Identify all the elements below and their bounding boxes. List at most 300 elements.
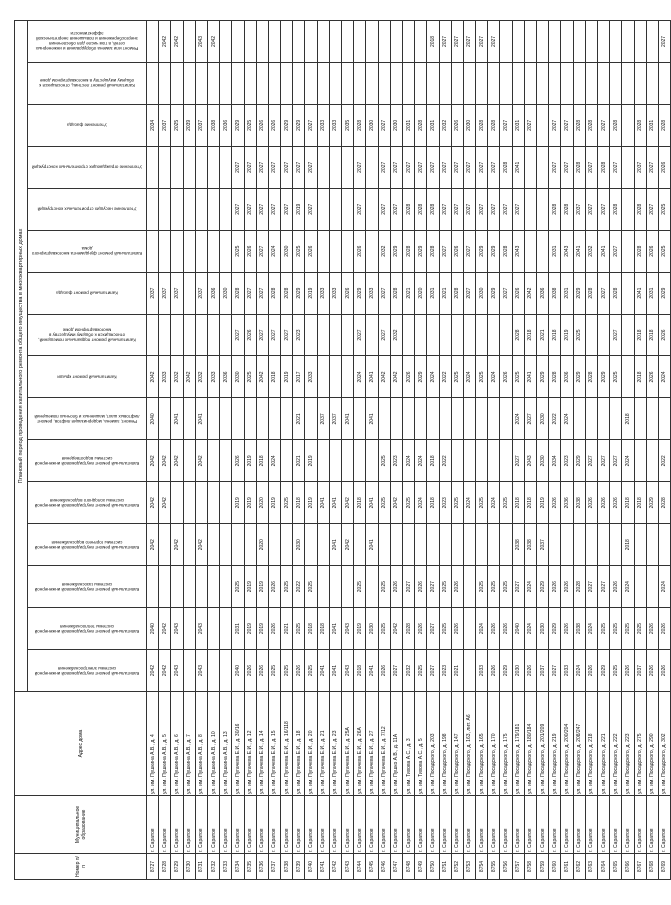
year-cell xyxy=(622,21,634,63)
year-cell: 2032 xyxy=(390,314,402,356)
year-cell xyxy=(220,650,232,692)
year-cell: 2029 xyxy=(476,230,488,272)
year-cell xyxy=(500,524,512,566)
municipality-cell: г. Саратов xyxy=(317,796,329,854)
year-cell xyxy=(147,230,159,272)
year-cell xyxy=(439,524,451,566)
year-cell: 2027 xyxy=(281,314,293,356)
row-number-cell: 8727 xyxy=(147,854,159,880)
year-cell xyxy=(634,62,646,104)
row-number-cell: 8745 xyxy=(366,854,378,880)
municipality-cell: г. Саратов xyxy=(256,796,268,854)
year-cell: 2042 xyxy=(342,524,354,566)
year-cell: 2042 xyxy=(207,21,219,63)
year-cell: 2027 xyxy=(561,146,573,188)
year-cell: 2018 xyxy=(622,524,634,566)
year-cell: 2037 xyxy=(537,524,549,566)
year-cell xyxy=(427,524,439,566)
row-number-cell: 8761 xyxy=(561,854,573,880)
row-number-cell: 8755 xyxy=(488,854,500,880)
year-cell: 2029 xyxy=(415,356,427,398)
year-cell: 2031 xyxy=(427,104,439,146)
table-row xyxy=(573,21,585,880)
year-cell: 2018 xyxy=(427,482,439,524)
year-cell: 2026 xyxy=(646,650,658,692)
year-cell xyxy=(207,524,219,566)
table-row xyxy=(159,21,171,880)
year-cell xyxy=(402,21,414,63)
year-cell: 2027 xyxy=(500,188,512,230)
year-cell: 2038 xyxy=(573,608,585,650)
work-type-header xyxy=(28,398,147,440)
year-cell: 2028 xyxy=(634,188,646,230)
year-cell: 2028 xyxy=(427,230,439,272)
municipality-cell: г. Саратов xyxy=(610,796,622,854)
year-cell xyxy=(305,62,317,104)
year-cell: 2027 xyxy=(476,188,488,230)
year-cell xyxy=(585,524,597,566)
year-cell: 2019 xyxy=(305,482,317,524)
table-row xyxy=(512,21,524,880)
year-cell xyxy=(585,21,597,63)
year-cell xyxy=(147,314,159,356)
year-cell xyxy=(646,62,658,104)
col-num-header xyxy=(15,854,147,880)
year-cell: 2025 xyxy=(171,104,183,146)
year-cell xyxy=(610,62,622,104)
year-cell xyxy=(597,524,609,566)
address-cell: ул. им. Пугачева Е.И., д. 18 xyxy=(293,692,305,796)
year-cell xyxy=(463,524,475,566)
year-cell: 2018 xyxy=(512,482,524,524)
year-cell xyxy=(537,146,549,188)
municipality-cell: г. Саратов xyxy=(488,796,500,854)
year-cell xyxy=(342,440,354,482)
year-cell: 2037 xyxy=(159,104,171,146)
year-cell xyxy=(342,146,354,188)
municipality-cell: г. Саратов xyxy=(451,796,463,854)
row-number-cell: 8756 xyxy=(500,854,512,880)
year-cell xyxy=(354,21,366,63)
year-cell xyxy=(159,146,171,188)
year-cell: 2027 xyxy=(256,314,268,356)
year-cell: 2042 xyxy=(147,482,159,524)
municipality-cell: г. Саратов xyxy=(268,796,280,854)
year-cell: 2025 xyxy=(281,650,293,692)
year-cell: 2042 xyxy=(171,21,183,63)
year-cell: 2026 xyxy=(488,608,500,650)
year-cell xyxy=(402,524,414,566)
year-cell xyxy=(366,21,378,63)
year-cell: 2018 xyxy=(622,482,634,524)
year-cell xyxy=(658,62,670,104)
address-cell: ул. им. Посадского, д. 201/209 xyxy=(537,692,549,796)
year-cell: 2042 xyxy=(171,524,183,566)
table-row xyxy=(171,21,183,880)
year-cell: 2025 xyxy=(634,608,646,650)
year-cell: 2026 xyxy=(561,566,573,608)
year-cell xyxy=(281,21,293,63)
row-number-cell: 8758 xyxy=(524,854,536,880)
year-cell xyxy=(610,21,622,63)
address-cell: ул. им. Посадского, д. 275 xyxy=(634,692,646,796)
year-cell xyxy=(281,440,293,482)
year-cell: 2027 xyxy=(549,650,561,692)
work-type-header xyxy=(28,230,147,272)
year-cell: 2041 xyxy=(597,230,609,272)
year-cell: 2028 xyxy=(634,230,646,272)
address-cell: ул. им. Пугачева Е.И., д. 21 xyxy=(317,692,329,796)
year-cell: 2030 xyxy=(463,104,475,146)
year-cell: 2037 xyxy=(195,104,207,146)
year-cell: 2019 xyxy=(244,566,256,608)
year-cell xyxy=(244,524,256,566)
municipality-cell: г. Саратов xyxy=(476,796,488,854)
year-cell: 2025 xyxy=(597,608,609,650)
year-cell: 2029 xyxy=(597,356,609,398)
table-row xyxy=(646,21,658,880)
year-cell: 2027 xyxy=(610,440,622,482)
year-cell: 2034 xyxy=(147,104,159,146)
work-type-header xyxy=(28,62,147,104)
address-cell: ул. им. Пугачева Е.И., д. 23 xyxy=(329,692,341,796)
work-type-label: Капитальный ремонт внутридомовой инженерной системы электроснабжения xyxy=(34,665,140,676)
table-row xyxy=(451,21,463,880)
year-cell: 2027 xyxy=(402,146,414,188)
year-cell: 2020 xyxy=(415,272,427,314)
address-cell: ул. им. Пугачева Е.И., д. 27 xyxy=(366,692,378,796)
year-cell xyxy=(329,146,341,188)
address-cell: ул. им. Пугачева Е.И., д. 16/118 xyxy=(281,692,293,796)
address-cell: ул. им. Посадского, д. 203 xyxy=(427,692,439,796)
year-cell: 2026 xyxy=(451,566,463,608)
year-cell: 2030 xyxy=(366,104,378,146)
year-cell: 2027 xyxy=(610,146,622,188)
year-cell: 2026 xyxy=(524,650,536,692)
year-cell: 2042 xyxy=(159,440,171,482)
table-row xyxy=(268,21,280,880)
year-cell xyxy=(220,146,232,188)
year-cell: 2033 xyxy=(329,272,341,314)
row-number-cell: 8743 xyxy=(342,854,354,880)
year-cell: 2026 xyxy=(622,650,634,692)
table-row xyxy=(415,21,427,880)
year-cell xyxy=(159,62,171,104)
address-cell: ул. им. Посадского, д. 147 xyxy=(451,692,463,796)
year-cell: 2026 xyxy=(500,608,512,650)
year-cell: 2043 xyxy=(195,650,207,692)
year-cell xyxy=(305,398,317,440)
year-cell: 2036 xyxy=(220,356,232,398)
year-cell xyxy=(207,314,219,356)
year-cell xyxy=(415,314,427,356)
year-cell xyxy=(305,524,317,566)
address-cell: ул. им. Посадского, д. 165 xyxy=(476,692,488,796)
year-cell xyxy=(500,62,512,104)
row-number-cell: 8740 xyxy=(305,854,317,880)
municipality-cell: г. Саратов xyxy=(390,796,402,854)
year-cell: 2027 xyxy=(427,146,439,188)
year-cell xyxy=(622,356,634,398)
year-cell xyxy=(232,21,244,63)
work-type-label: Капитальный ремонт внутридомовой инженерной системы водоотведения xyxy=(34,455,140,466)
year-cell: 2033 xyxy=(207,356,219,398)
municipality-cell: г. Саратов xyxy=(415,796,427,854)
year-cell: 2030 xyxy=(537,398,549,440)
year-cell xyxy=(524,62,536,104)
address-cell: ул. им. Посадского, д. 290 xyxy=(646,692,658,796)
year-cell xyxy=(220,62,232,104)
year-cell xyxy=(220,398,232,440)
year-cell: 2026 xyxy=(658,608,670,650)
year-cell xyxy=(268,398,280,440)
year-cell: 2027 xyxy=(549,104,561,146)
year-cell: 2027 xyxy=(439,230,451,272)
year-cell xyxy=(195,146,207,188)
year-cell: 2041 xyxy=(366,524,378,566)
year-cell xyxy=(147,566,159,608)
year-cell xyxy=(415,21,427,63)
municipality-cell: г. Саратов xyxy=(159,796,171,854)
year-cell: 2024 xyxy=(268,230,280,272)
year-cell: 2027 xyxy=(463,230,475,272)
row-number-cell: 8759 xyxy=(537,854,549,880)
year-cell xyxy=(183,398,195,440)
year-cell: 2041 xyxy=(317,482,329,524)
table-row xyxy=(317,21,329,880)
year-cell: 2025 xyxy=(439,566,451,608)
year-cell xyxy=(476,524,488,566)
year-cell: 2024 xyxy=(415,440,427,482)
year-cell xyxy=(390,21,402,63)
year-cell xyxy=(207,146,219,188)
year-cell: 2039 xyxy=(183,104,195,146)
year-cell xyxy=(354,524,366,566)
year-cell xyxy=(573,398,585,440)
year-cell xyxy=(366,146,378,188)
year-cell: 2025 xyxy=(354,566,366,608)
municipality-cell: г. Саратов xyxy=(329,796,341,854)
year-cell: 2027 xyxy=(268,314,280,356)
year-cell: 2033 xyxy=(159,356,171,398)
year-cell xyxy=(463,440,475,482)
year-cell: 2030 xyxy=(537,608,549,650)
work-type-header xyxy=(28,650,147,692)
year-cell xyxy=(366,440,378,482)
year-cell: 2029 xyxy=(293,272,305,314)
year-cell: 2026 xyxy=(658,650,670,692)
year-cell: 2027 xyxy=(390,650,402,692)
table-row xyxy=(585,21,597,880)
year-cell: 2042 xyxy=(147,524,159,566)
year-cell: 2025 xyxy=(244,104,256,146)
municipality-cell: г. Саратов xyxy=(244,796,256,854)
year-cell xyxy=(585,314,597,356)
year-cell: 2024 xyxy=(512,398,524,440)
year-cell: 2036 xyxy=(207,272,219,314)
year-cell: 2042 xyxy=(256,356,268,398)
row-number-cell: 8742 xyxy=(329,854,341,880)
year-cell: 2028 xyxy=(354,104,366,146)
table-row xyxy=(244,21,256,880)
year-cell xyxy=(622,188,634,230)
year-cell xyxy=(183,62,195,104)
municipality-cell: г. Саратов xyxy=(524,796,536,854)
municipality-cell: г. Саратов xyxy=(402,796,414,854)
row-number-cell: 8767 xyxy=(634,854,646,880)
address-cell: ул. им. Пушкина А.В., д. 13 xyxy=(220,692,232,796)
year-cell: 2027 xyxy=(244,188,256,230)
year-cell: 2041 xyxy=(329,608,341,650)
year-cell: 2019 xyxy=(244,608,256,650)
work-type-header xyxy=(28,272,147,314)
year-cell: 2042 xyxy=(159,608,171,650)
address-cell: ул. им. Пугачева Е.И., д. 7/12 xyxy=(378,692,390,796)
row-number-cell: 8738 xyxy=(281,854,293,880)
year-cell: 2027 xyxy=(561,104,573,146)
year-cell xyxy=(305,21,317,63)
year-cell xyxy=(183,524,195,566)
row-number-cell: 8728 xyxy=(159,854,171,880)
row-number-cell: 8769 xyxy=(658,854,670,880)
year-cell xyxy=(597,21,609,63)
year-cell: 2025 xyxy=(658,188,670,230)
year-cell xyxy=(195,62,207,104)
year-cell: 2024 xyxy=(268,440,280,482)
year-cell xyxy=(232,62,244,104)
year-cell xyxy=(256,398,268,440)
year-cell: 2043 xyxy=(342,608,354,650)
year-cell: 2024 xyxy=(524,608,536,650)
year-cell xyxy=(451,524,463,566)
row-number-cell: 8753 xyxy=(463,854,475,880)
year-cell xyxy=(317,566,329,608)
year-cell xyxy=(342,314,354,356)
year-cell: 2018 xyxy=(256,440,268,482)
address-cell: ул. им. Посадского, д. 222 xyxy=(610,692,622,796)
year-cell: 2020 xyxy=(256,524,268,566)
work-type-label: Капитальный ремонт внутридомовой инженерной системы холодного водоснабжения xyxy=(34,497,140,508)
year-cell: 2027 xyxy=(232,146,244,188)
year-cell: 2028 xyxy=(512,314,524,356)
year-cell xyxy=(207,62,219,104)
year-cell xyxy=(207,398,219,440)
year-cell: 2041 xyxy=(171,398,183,440)
year-cell: 2021 xyxy=(402,272,414,314)
year-cell xyxy=(317,440,329,482)
year-cell: 2042 xyxy=(159,21,171,63)
year-cell: 2029 xyxy=(537,356,549,398)
year-cell: 2027 xyxy=(378,146,390,188)
year-cell xyxy=(488,524,500,566)
year-cell: 2026 xyxy=(451,230,463,272)
year-cell: 2025 xyxy=(232,230,244,272)
year-cell xyxy=(159,524,171,566)
year-cell: 2027 xyxy=(244,272,256,314)
year-cell: 2027 xyxy=(244,146,256,188)
year-cell: 2026 xyxy=(658,314,670,356)
year-cell: 2019 xyxy=(232,482,244,524)
year-cell xyxy=(317,314,329,356)
year-cell: 2017 xyxy=(293,356,305,398)
year-cell: 2043 xyxy=(171,608,183,650)
year-cell: 2030 xyxy=(281,230,293,272)
year-cell: 2027 xyxy=(268,146,280,188)
year-cell: 2027 xyxy=(597,272,609,314)
year-cell: 2031 xyxy=(232,608,244,650)
year-cell xyxy=(195,188,207,230)
year-cell xyxy=(317,188,329,230)
year-cell: 2029 xyxy=(573,356,585,398)
year-cell xyxy=(646,566,658,608)
year-cell: 2027 xyxy=(439,188,451,230)
repair-schedule-table xyxy=(14,20,671,880)
year-cell xyxy=(463,62,475,104)
year-cell: 2027 xyxy=(585,440,597,482)
year-cell xyxy=(171,146,183,188)
year-cell xyxy=(463,566,475,608)
year-cell: 2042 xyxy=(147,356,159,398)
row-number-cell: 8730 xyxy=(183,854,195,880)
address-cell: ул. им. Пугачева Е.И., д. 20 xyxy=(305,692,317,796)
year-cell: 2033 xyxy=(317,104,329,146)
year-cell: 2026 xyxy=(402,356,414,398)
year-cell: 2030 xyxy=(537,440,549,482)
year-cell xyxy=(268,524,280,566)
year-cell xyxy=(171,62,183,104)
year-cell xyxy=(378,524,390,566)
year-cell: 2025 xyxy=(610,356,622,398)
year-cell xyxy=(597,398,609,440)
year-cell: 2041 xyxy=(634,272,646,314)
year-cell xyxy=(476,314,488,356)
year-cell: 2031 xyxy=(512,104,524,146)
year-cell: 2018 xyxy=(524,314,536,356)
year-cell: 2022 xyxy=(549,398,561,440)
year-cell xyxy=(207,608,219,650)
year-cell: 2030 xyxy=(476,272,488,314)
year-cell: 2026 xyxy=(232,440,244,482)
year-cell xyxy=(366,566,378,608)
year-cell: 2027 xyxy=(439,146,451,188)
year-cell: 2026 xyxy=(610,482,622,524)
year-cell: 2028 xyxy=(427,188,439,230)
year-cell: 2026 xyxy=(268,104,280,146)
year-cell xyxy=(488,62,500,104)
year-cell: 2027 xyxy=(378,188,390,230)
year-cell: 2028 xyxy=(610,104,622,146)
year-cell: 2037 xyxy=(329,398,341,440)
year-cell: 2018 xyxy=(634,314,646,356)
year-cell xyxy=(597,62,609,104)
year-cell: 2038 xyxy=(524,524,536,566)
year-cell xyxy=(537,230,549,272)
year-cell xyxy=(354,440,366,482)
year-cell xyxy=(646,21,658,63)
year-cell: 2018 xyxy=(524,482,536,524)
row-number-cell: 8751 xyxy=(439,854,451,880)
table-row xyxy=(427,21,439,880)
year-cell: 2028 xyxy=(585,272,597,314)
work-type-label: Капитальный ремонт внутридомовой инженерной системы горячего водоснабжения xyxy=(34,539,140,550)
year-cell: 2027 xyxy=(585,188,597,230)
municipality-cell: г. Саратов xyxy=(195,796,207,854)
year-cell: 2028 xyxy=(610,188,622,230)
municipality-cell: г. Саратов xyxy=(573,796,585,854)
col-address-header xyxy=(15,692,147,796)
year-cell: 2037 xyxy=(634,146,646,188)
municipality-cell: г. Саратов xyxy=(561,796,573,854)
